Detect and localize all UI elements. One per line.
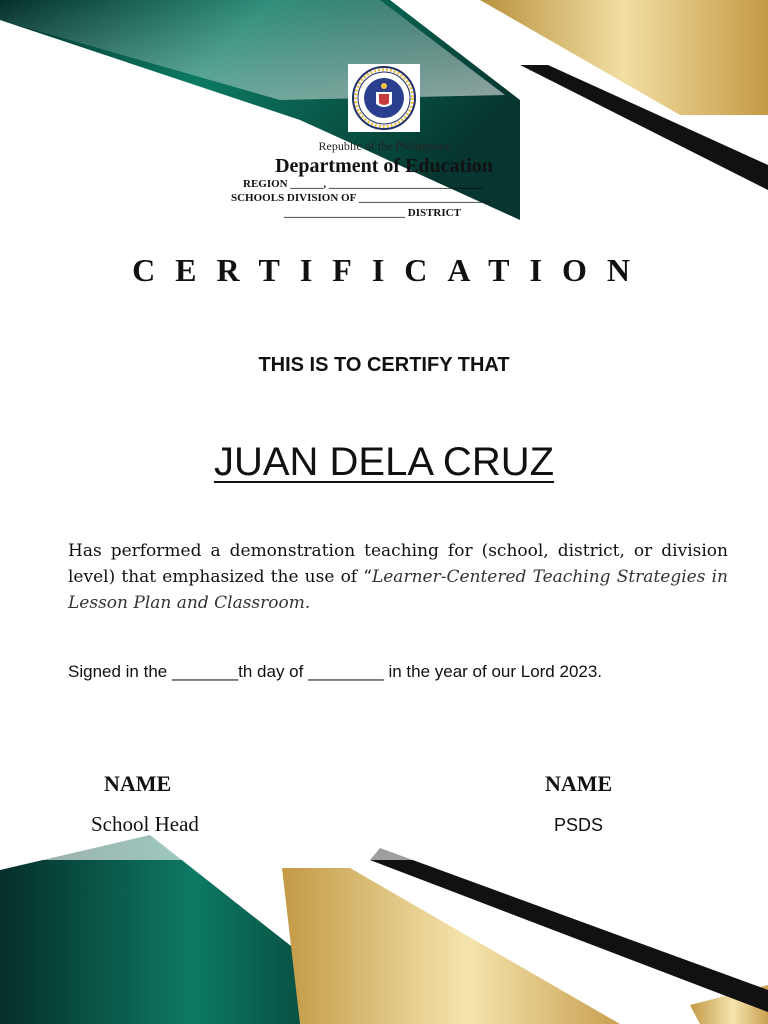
bottom-gold-band [282,868,620,1024]
department-title: Department of Education [275,155,493,177]
republic-label: Republic of the Philippines [318,139,450,153]
signatory-role-left: School Head [91,812,199,836]
recipient-name: JUAN DELA CRUZ [213,440,555,484]
top-gold-band [480,0,768,115]
signatory-role-right: PSDS [554,815,604,835]
deped-seal-icon [348,64,420,132]
signatory-name-left: NAME [104,771,172,796]
signed-line: Signed in the _______th day of ________ in the year of our Lord 2023. [68,662,603,681]
body-text-italic: Learner-Centered Teaching Strategies in Lesson Plan and Classroom. [68,567,728,613]
top-green-fade [0,0,505,100]
certify-line: THIS IS TO CERTIFY THAT [258,354,510,376]
signatory-name-right: NAME [545,771,613,796]
district-line: ______________________ DISTRICT [284,207,461,219]
division-line: SCHOOLS DIVISION OF ________________________ [231,192,491,204]
body-text-plain: Has performed a demonstration teaching for (school, district, or division level) that emphasized the use of “ [68,541,728,587]
certificate-body [68,538,728,616]
certificate-title: CERTIFICATION [132,252,650,288]
region-line: REGION ______, ____________________________ [243,178,483,190]
